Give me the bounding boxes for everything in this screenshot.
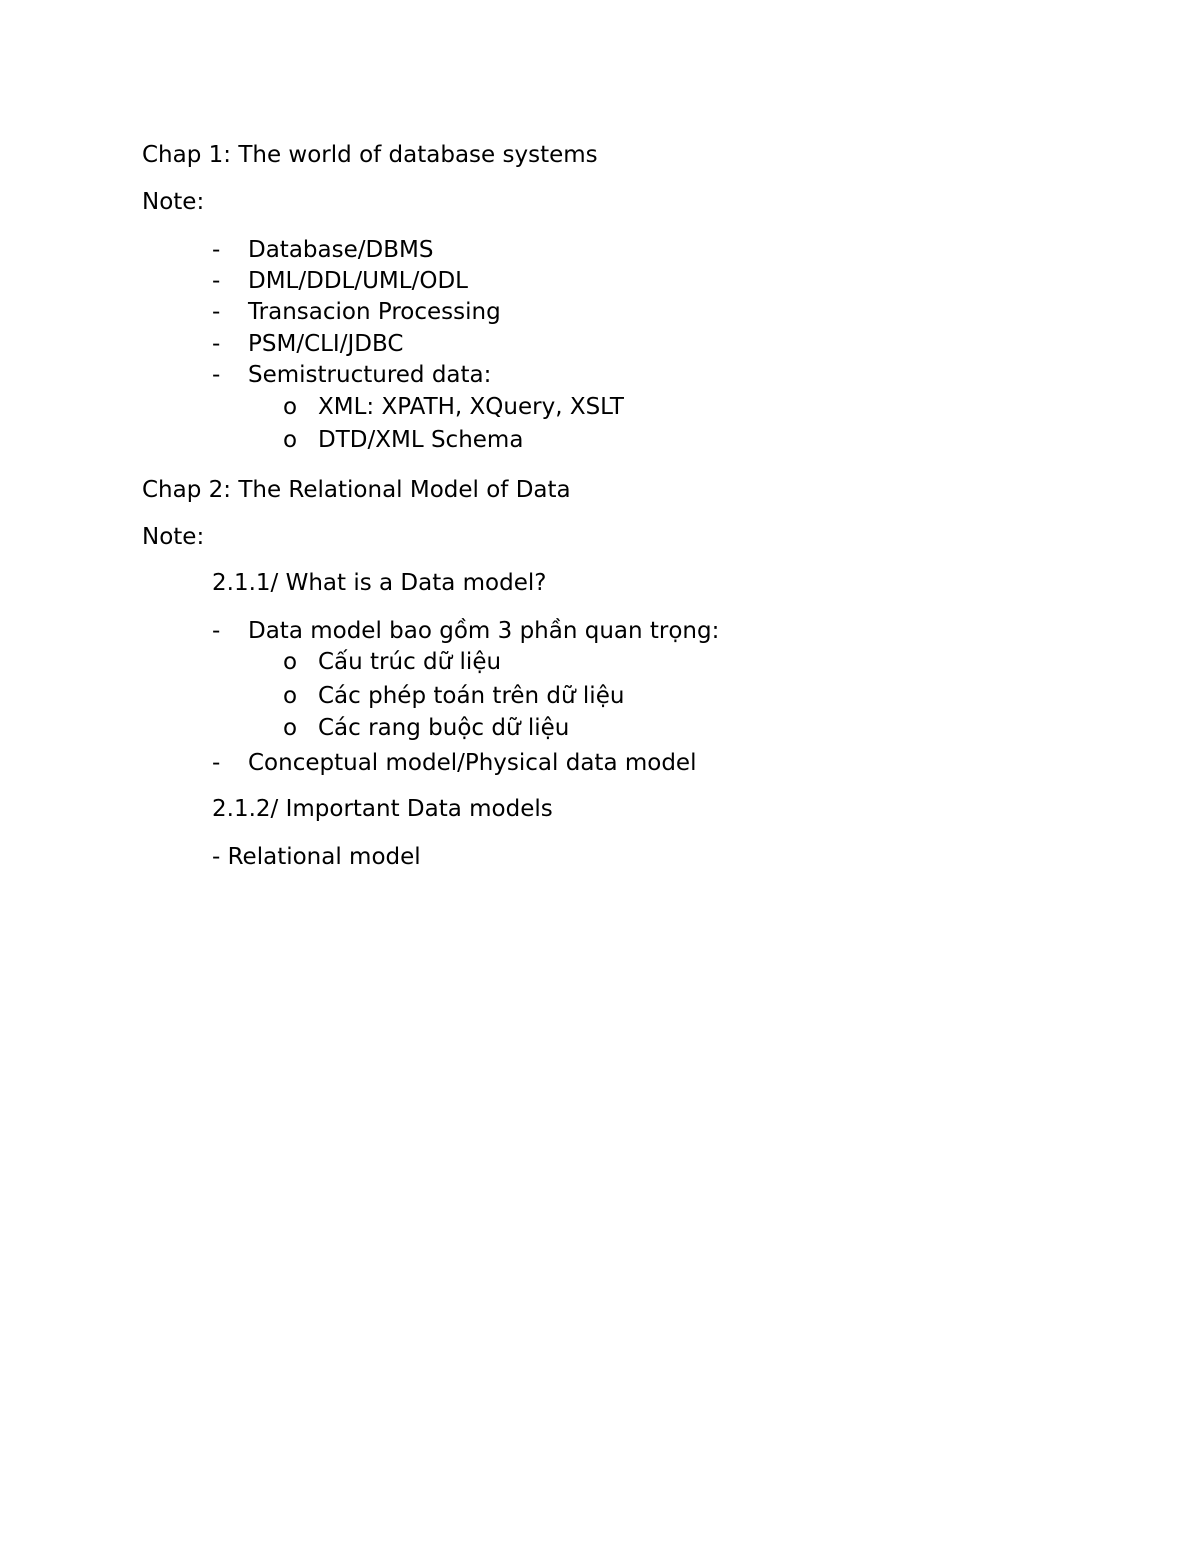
sub-list-item: Các rang buộc dữ liệu bbox=[318, 715, 570, 741]
sub-bullet-marker: o bbox=[283, 427, 298, 453]
sub-list-item: XML: XPATH, XQuery, XSLT bbox=[318, 394, 624, 420]
sub-bullet-marker: o bbox=[283, 715, 298, 741]
chapter-2-title: Chap 2: The Relational Model of Data bbox=[142, 477, 571, 503]
list-item: PSM/CLI/JDBC bbox=[248, 331, 404, 357]
list-item: Database/DBMS bbox=[248, 237, 434, 263]
chapter-1-title: Chap 1: The world of database systems bbox=[142, 142, 598, 168]
sub-bullet-marker: o bbox=[283, 394, 298, 420]
list-item: DML/DDL/UML/ODL bbox=[248, 268, 468, 294]
sub-bullet-marker: o bbox=[283, 649, 298, 675]
chapter-2-note-label: Note: bbox=[142, 524, 205, 550]
sub-bullet-marker: o bbox=[283, 683, 298, 709]
bullet-marker: - bbox=[212, 331, 221, 357]
chapter-1-note-label: Note: bbox=[142, 189, 205, 215]
bullet-marker: - bbox=[212, 618, 221, 644]
bullet-marker: - bbox=[212, 237, 221, 263]
list-item: Semistructured data: bbox=[248, 362, 492, 388]
list-item: Data model bao gồm 3 phần quan trọng: bbox=[248, 618, 720, 644]
bullet-marker: - bbox=[212, 750, 221, 776]
section-heading: 2.1.1/ What is a Data model? bbox=[212, 570, 547, 596]
bullet-marker: - bbox=[212, 268, 221, 294]
list-item: Conceptual model/Physical data model bbox=[248, 750, 697, 776]
bullet-marker: - bbox=[212, 299, 221, 325]
relational-model-item: - Relational model bbox=[212, 844, 421, 870]
sub-list-item: DTD/XML Schema bbox=[318, 427, 524, 453]
sub-list-item: Cấu trúc dữ liệu bbox=[318, 649, 502, 675]
bullet-marker: - bbox=[212, 362, 221, 388]
sub-list-item: Các phép toán trên dữ liệu bbox=[318, 683, 625, 709]
list-item: Transacion Processing bbox=[248, 299, 501, 325]
section-heading: 2.1.2/ Important Data models bbox=[212, 796, 553, 822]
